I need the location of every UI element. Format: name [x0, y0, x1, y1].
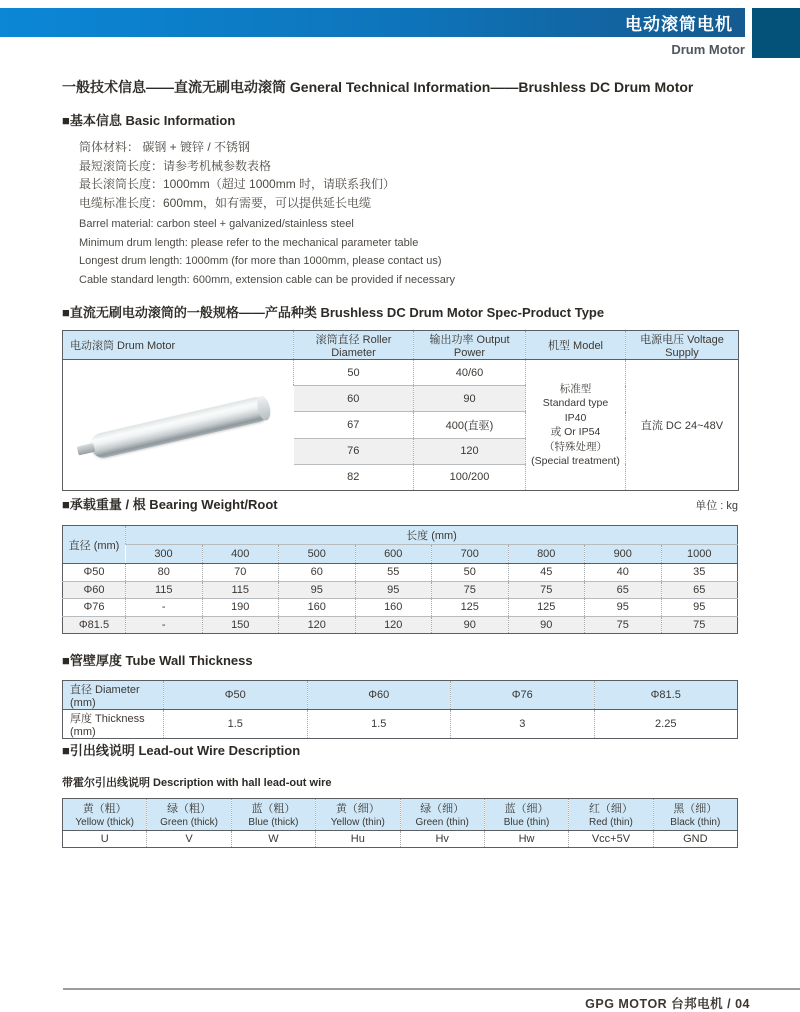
- spec-row: [63, 360, 739, 386]
- footer-divider: [63, 988, 800, 990]
- roller-diameter-value: 60: [294, 386, 414, 412]
- model-line: IP40: [564, 411, 587, 424]
- tube-diameter-value: Φ50: [164, 681, 308, 710]
- wire-name-en: Green (thin): [415, 816, 469, 828]
- wire-name-cn: 黄（细）: [335, 802, 380, 815]
- wire-signal-value: W: [231, 831, 315, 848]
- wire-name-en: Red (thin): [588, 816, 633, 828]
- wire-name-cn: 绿（细）: [420, 802, 465, 815]
- diameter-label: Φ50: [63, 564, 126, 582]
- model-line: (Special treatment): [531, 455, 620, 467]
- output-power-value: 100/200: [414, 464, 526, 490]
- output-power-value: 40/60: [414, 360, 526, 386]
- wire-name-en: Yellow (thin): [330, 816, 385, 828]
- weight-value: 75: [432, 581, 509, 599]
- weight-value: 120: [279, 616, 356, 634]
- tube-diameter-value: Φ81.5: [594, 681, 738, 710]
- table-row: [63, 616, 738, 634]
- bearing-weight-section: [62, 494, 738, 634]
- wire-signal-value: Vcc+5V: [569, 831, 653, 848]
- weight-value: 190: [202, 599, 279, 617]
- length-col-header: 400: [202, 545, 279, 564]
- header-banner: [0, 8, 745, 37]
- wire-name-en: Blue (thin): [503, 816, 550, 828]
- tube-diameter-value: Φ76: [451, 681, 595, 710]
- wire-signal-value: V: [147, 831, 231, 848]
- voltage-supply-cell: 直流 DC 24~48V: [626, 360, 739, 491]
- wire-name-cn: 红（细）: [588, 802, 633, 815]
- tube-thickness-value: 1.5: [164, 710, 308, 739]
- model-line: 或 Or IP54: [550, 426, 601, 438]
- diameter-label: Φ81.5: [63, 616, 126, 634]
- output-power-value: 120: [414, 438, 526, 464]
- banner-title: 电动滚筒电机: [625, 15, 733, 34]
- tube-thickness-label: 厚度 Thickness (mm): [63, 710, 164, 739]
- weight-value: 90: [508, 616, 585, 634]
- length-col-header: 500: [279, 545, 356, 564]
- wire-signal-value: Hu: [316, 831, 400, 848]
- roller-diameter-value: 67: [294, 412, 414, 438]
- basic-info-lines: [62, 138, 738, 289]
- weight-value: -: [126, 599, 203, 617]
- spec-col-header-output-power: 输出功率 Output Power: [414, 331, 526, 360]
- table-row: [63, 831, 738, 848]
- weight-value: -: [126, 616, 203, 634]
- wire-name-cn: 黑（细）: [673, 802, 718, 815]
- diameter-label: Φ76: [63, 599, 126, 617]
- table-row: [63, 599, 738, 617]
- spec-col-header-model: 机型 Model: [526, 331, 626, 360]
- weight-value: 95: [661, 599, 738, 617]
- bearing-length-header: 长度 (mm): [126, 526, 738, 545]
- wire-name-cn: 蓝（粗）: [251, 802, 296, 815]
- tube-section-title: ■管壁厚度 Tube Wall Thickness: [62, 653, 253, 668]
- wire-col-header: [569, 799, 653, 831]
- table-row: [63, 710, 738, 739]
- model-line: （特殊处理）: [544, 440, 607, 453]
- info-line: 最长滚筒长度：1000mm（超过 1000mm 时，请联系我们）: [79, 177, 396, 191]
- bearing-weight-table: [62, 525, 738, 634]
- weight-value: 55: [355, 564, 432, 582]
- weight-value: 125: [508, 599, 585, 617]
- spec-table: [62, 330, 739, 491]
- weight-value: 75: [585, 616, 662, 634]
- wire-col-header: [653, 799, 737, 831]
- basic-info-section: [62, 110, 738, 289]
- wire-name-en: Green (thick): [160, 816, 218, 828]
- roller-diameter-value: 82: [294, 464, 414, 490]
- tube-diameter-value: Φ60: [307, 681, 451, 710]
- wire-col-header: [484, 799, 568, 831]
- info-line: Minimum drum length: please refer to the mechanical parameter table: [79, 236, 419, 249]
- wire-col-header: [400, 799, 484, 831]
- output-power-value: 400(直驱): [414, 412, 526, 438]
- wire-col-header: [316, 799, 400, 831]
- roller-diameter-value: 76: [294, 438, 414, 464]
- weight-value: 60: [279, 564, 356, 582]
- bearing-section-title: ■承载重量 / 根 Bearing Weight/Root: [62, 497, 278, 512]
- info-line: Barrel material: carbon steel + galvanized/stainless steel: [79, 218, 354, 230]
- wire-name-en: Yellow (thick): [75, 816, 134, 828]
- weight-value: 75: [661, 616, 738, 634]
- weight-value: 95: [355, 581, 432, 599]
- table-row: [63, 564, 738, 582]
- wire-name-en: Blue (thick): [248, 816, 299, 828]
- length-col-header: 600: [355, 545, 432, 564]
- weight-value: 115: [126, 581, 203, 599]
- weight-value: 95: [279, 581, 356, 599]
- leadout-section-title: ■引出线说明 Lead-out Wire Description: [62, 743, 301, 758]
- spec-col-header-drum-motor: 电动滚筒 Drum Motor: [63, 331, 294, 360]
- wire-name-cn: 黄（粗）: [82, 802, 127, 815]
- weight-value: 75: [508, 581, 585, 599]
- tube-thickness-value: 1.5: [307, 710, 451, 739]
- unit-label: 单位 : kg: [695, 500, 738, 512]
- spec-section-title: ■直流无刷电动滚筒的一般规格——产品种类 Brushless DC Drum Motor Spec-Product Type: [62, 305, 605, 320]
- spec-section: [62, 302, 738, 491]
- spec-col-header-roller-diameter: 滚筒直径 Roller Diameter: [294, 331, 414, 360]
- weight-value: 40: [585, 564, 662, 582]
- weight-value: 125: [432, 599, 509, 617]
- leadout-wire-table: [62, 798, 738, 848]
- weight-value: 95: [585, 599, 662, 617]
- banner-subtitle: Drum Motor: [671, 42, 745, 57]
- model-cell: [526, 360, 626, 491]
- model-line: 标准型: [559, 382, 592, 395]
- roller-diameter-value: 50: [294, 360, 414, 386]
- diameter-label: Φ60: [63, 581, 126, 599]
- wire-col-header: [147, 799, 231, 831]
- weight-value: 65: [661, 581, 738, 599]
- tube-wall-table: [62, 680, 738, 739]
- weight-value: 70: [202, 564, 279, 582]
- info-line: Cable standard length: 600mm, extension cable can be provided if necessary: [79, 273, 456, 286]
- weight-value: 115: [202, 581, 279, 599]
- length-col-header: 1000: [661, 545, 738, 564]
- info-line: Longest drum length: 1000mm (for more than 1000mm, please contact us): [79, 255, 442, 267]
- tube-wall-section: [62, 650, 738, 739]
- basic-info-title: ■基本信息 Basic Information: [62, 113, 236, 128]
- wire-signal-value: GND: [653, 831, 737, 848]
- weight-value: 80: [126, 564, 203, 582]
- model-line: Standard type: [542, 397, 609, 409]
- wire-signal-value: Hv: [400, 831, 484, 848]
- leadout-subtitle: 带霍尔引出线说明 Description with hall lead-out wire: [62, 777, 332, 789]
- drum-motor-product-image: [63, 360, 293, 490]
- weight-value: 35: [661, 564, 738, 582]
- drum-endcap-graphic: [255, 395, 272, 422]
- footer-page-label: GPG MOTOR 台邦电机 / 04: [585, 997, 750, 1011]
- info-line: 最短滚筒长度：请参考机械参数表格: [79, 158, 272, 173]
- info-line: 筒体材料： 碳钢 + 镀锌 / 不锈钢: [79, 140, 251, 154]
- wire-signal-value: Hw: [484, 831, 568, 848]
- tube-thickness-value: 2.25: [594, 710, 738, 739]
- weight-value: 45: [508, 564, 585, 582]
- length-col-header: 900: [585, 545, 662, 564]
- tube-diameter-label: 直径 Diameter (mm): [63, 681, 164, 710]
- drum-shaft-graphic: [77, 443, 96, 456]
- wire-name-cn: 绿（粗）: [167, 802, 212, 815]
- weight-value: 120: [355, 616, 432, 634]
- weight-value: 90: [432, 616, 509, 634]
- page-title: 一般技术信息——直流无刷电动滚筒 General Technical Information——Brushless DC Drum Motor: [62, 79, 694, 95]
- weight-value: 50: [432, 564, 509, 582]
- length-col-header: 800: [508, 545, 585, 564]
- weight-value: 160: [355, 599, 432, 617]
- spec-col-header-voltage-supply: 电源电压 Voltage Supply: [626, 331, 739, 360]
- corner-accent-square: [752, 8, 800, 58]
- wire-name-en: Black (thin): [670, 816, 721, 828]
- table-row: [63, 581, 738, 599]
- output-power-value: 90: [414, 386, 526, 412]
- weight-value: 160: [279, 599, 356, 617]
- wire-col-header: [231, 799, 315, 831]
- length-col-header: 700: [432, 545, 509, 564]
- drum-motor-image-cell: [63, 360, 294, 491]
- leadout-wire-section: [62, 740, 738, 848]
- weight-value: 65: [585, 581, 662, 599]
- length-col-header: 300: [126, 545, 203, 564]
- bearing-diameter-header: 直径 (mm): [63, 526, 126, 564]
- wire-signal-value: U: [63, 831, 147, 848]
- weight-value: 150: [202, 616, 279, 634]
- tube-thickness-value: 3: [451, 710, 595, 739]
- info-line: 电缆标准长度：600mm，如有需要，可以提供延长电缆: [79, 195, 372, 210]
- wire-name-cn: 蓝（细）: [504, 802, 549, 815]
- drum-cylinder-graphic: [89, 395, 272, 460]
- wire-col-header: [63, 799, 147, 831]
